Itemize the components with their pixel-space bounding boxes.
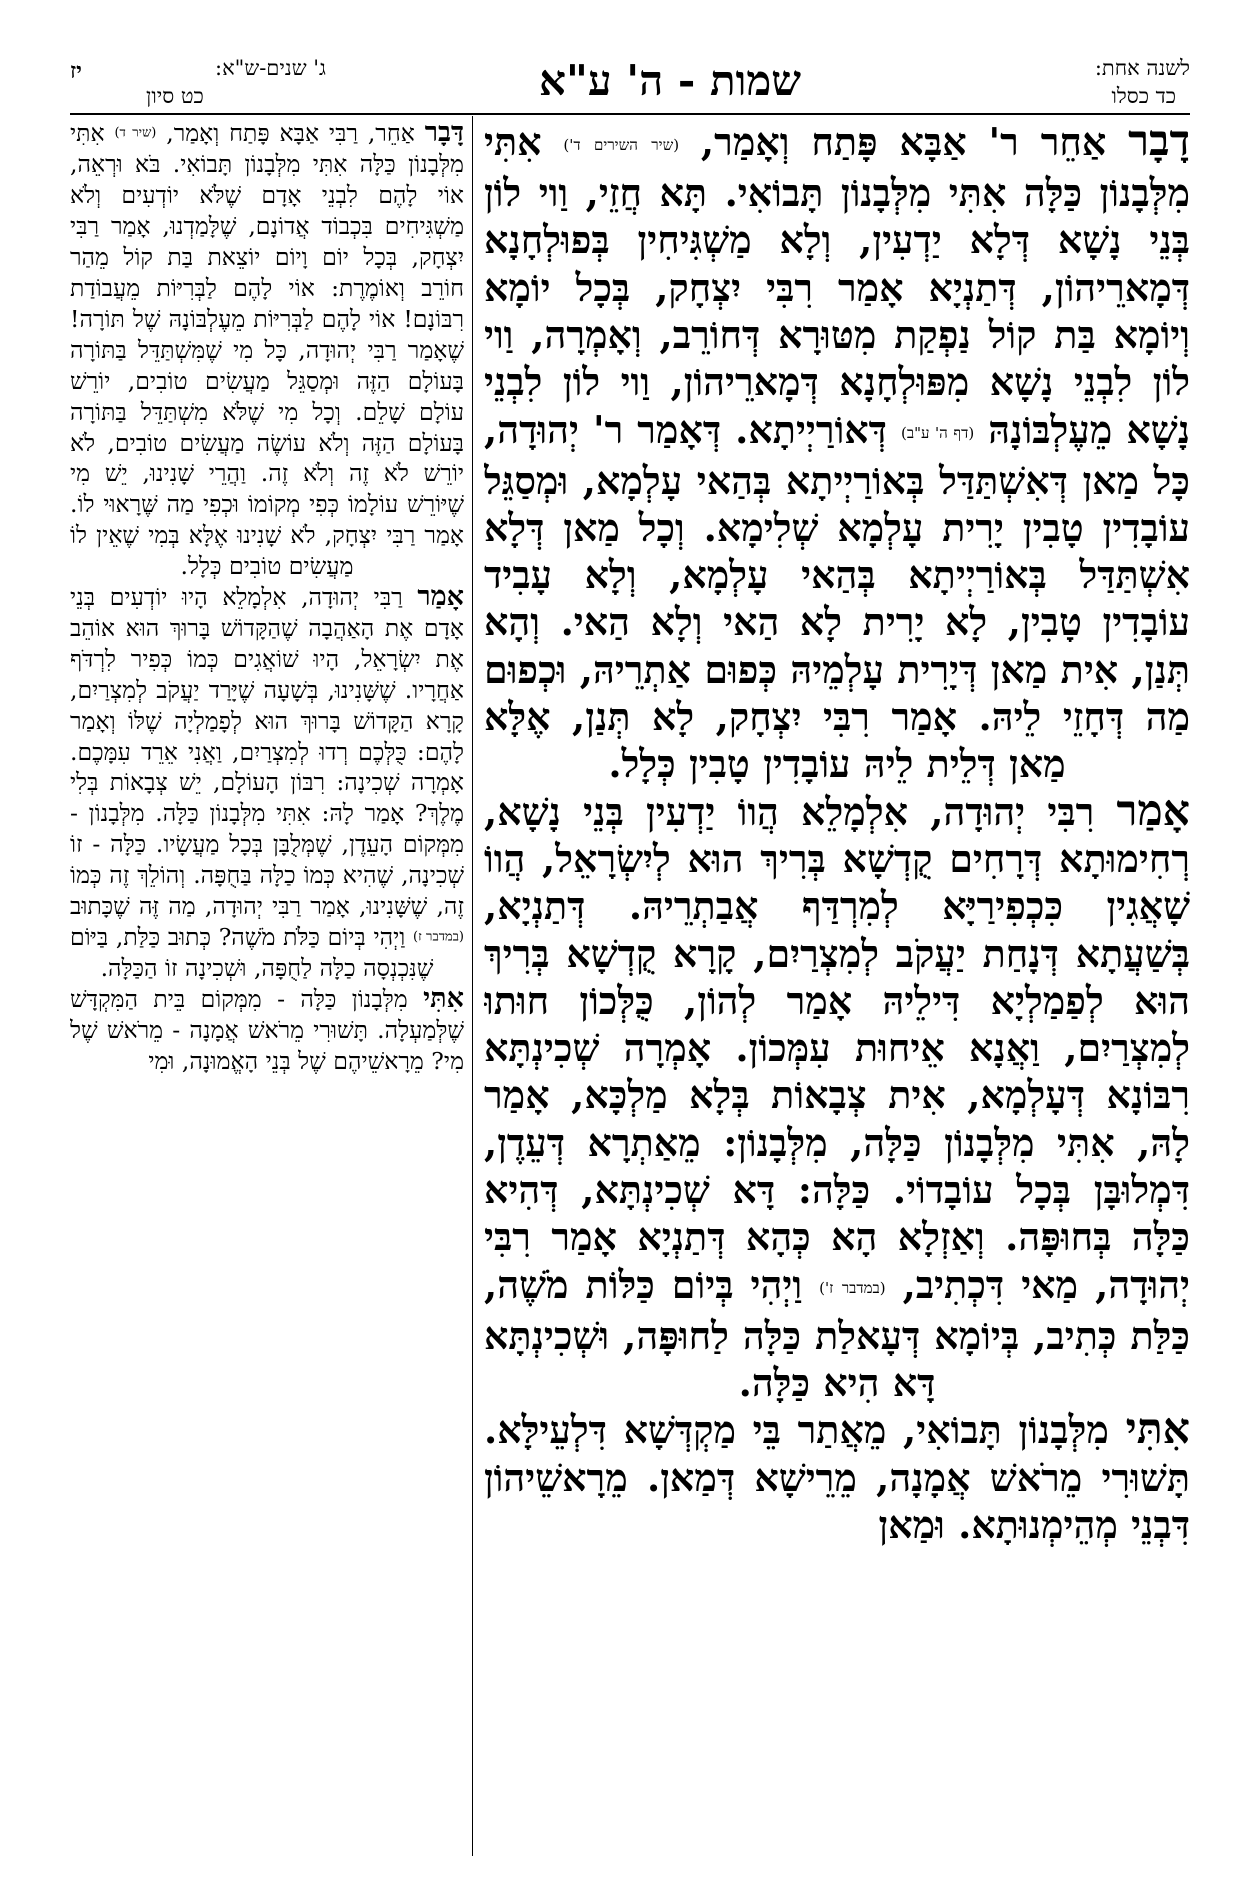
header-title: שמות - ה' ע"א	[539, 56, 801, 105]
side-paragraph-2	[70, 582, 464, 984]
header-rule	[70, 113, 1190, 115]
main-paragraph-3	[484, 1406, 1190, 1548]
main-paragraph-2	[484, 785, 1190, 1407]
header-left-block	[116, 54, 326, 110]
header-right-date: כד כסלו	[1111, 84, 1176, 108]
opening-word: דָּבָר	[424, 118, 464, 148]
verse-reference: (במדבר ז')	[819, 1278, 886, 1297]
text-run: מִלְּבָנוֹן תָּבוֹאִי, מֵאֲתַר בֵּי מַקְדְּשָׁא דִּלְעֵילָּא. תָּשׁוּרִי מֵרֹאשׁ אֲמָנָה, מֵרֵישָׁא דְּמַאן. מֵרָאשֵׁיהוֹן דִּבְנֵי מְהֵימְנוּתָא. וּמַאן	[484, 1407, 1190, 1547]
header-left-title: ג' שנים-ש"א:	[215, 56, 326, 80]
translation-column	[70, 118, 464, 1868]
text-run: דְּאוֹרַיְיתָא. דְּאָמַר ר' יְהוּדָה, כָּל מַאן דְּאִשְׁתַּדַּל בְּאוֹרַיְיתָא בְּהַאי עָלְמָא, וּמְסַגֵּל עוֹבָדִין טָבִין יָרִית עָלְמָא שְׁלִימָא. וְכָל מַאן דְּלָא אִשְׁתַּדַּל בְּאוֹרַיְיתָא בְּהַאי עָלְמָא, וְלָא עָבִיד עוֹבָדִין טָבִין, לָא יָרִית לָא הַאי וְלָא הַאי. וְהָא תְּנַן, אִית מַאן דְּיָרִית עָלְמֵיהּ כְּפוּם אַתְרֵיהּ, וּכְפוּם מַה דְּחָזֵי לֵיהּ. אָמַר רִבִּי יִצְחָק, לָא תְּנַן, אֶלָּא מַאן דְּלֵית לֵיהּ עוֹבָדִין טָבִין כְּלָל.	[484, 406, 1190, 787]
page-header	[70, 52, 1190, 112]
opening-word: אָמַר	[417, 581, 464, 613]
header-right-title: לשנה אחת:	[1094, 56, 1190, 80]
header-right-block	[1095, 54, 1190, 110]
opening-word: אִתִּי	[423, 983, 464, 1015]
header-left-date: כט סיון	[146, 84, 204, 108]
text-run: רִבִּי יְהוּדָה, אִלְמָלֵא הֲווֹ יַדְעִין בְּנֵי נָשָׁא, רְחִימוּתָא דְּרָחִים קֻדְשָׁא בְּרִיךְ הוּא לְיִשְׂרָאֵל, הֲווֹ שָׁאֲגִין כִּכְפִירַיָּא לְמִרְדַּף אֲבַתְרֵיהּ. דְּתַנְיָא, בְּשַׁעֲתָא דְּנָחַת יַעֲקֹב לְמִצְרַיִם, קָרָא קֻדְשָׁא בְּרִיךְ הוּא לְפַמַלְיָא דִּילֵיהּ אָמַר לְהוֹן, כֻּלְּכוֹן חוּתוּ לְמִצְרַיִם, וַאֲנָא אֵיחוּת עִמְּכוֹן. אָמְרָה שְׁכִינְתָּא רִבּוֹנָא דְּעָלְמָא, אִית צְבָאוֹת בְּלָא מַלְכָּא, אָמַר לָהּ, אִתִּי מִלְּבָנוֹן כַּלָּה, מִלְּבָנוֹן: מֵאַתְרָא דְּעֵדֶן, דִּמְלוּבָּן בְּכָל עוֹבָדוֹי. כַּלָּה: דָּא שְׁכִינְתָּא, דְּהִיא כַּלָּה בְּחוּפָּה. וְאַזְלָא הָא כְּהָא דְּתַנְיָא אָמַר רִבִּי יְהוּדָה, מַאי דִּכְתִיב,	[484, 788, 1190, 1307]
text-run: אַחֵר ר' אַבָּא פָּתַח וְאָמַר,	[679, 119, 1129, 164]
text-run: רַבִּי יְהוּדָה, אִלְמָלֵא הָיוּ יוֹדְעִים בְּנֵי אָדָם אֶת הָאַהֲבָה שֶׁהַקָּדוֹשׁ בָּרוּךְ הוּא אוֹהֵב אֶת יִשְׂרָאֵל, הָיוּ שׁוֹאֲגִים כְּמוֹ כְּפִיר לִרְדֹּף אַחֲרָיו. שֶׁשָּׁנִינוּ, בְּשָׁעָה שֶׁיָּרַד יַעֲקֹב לְמִצְרַיִם, קָרָא הַקָּדוֹשׁ בָּרוּךְ הוּא לְפָמַלְיָה שֶׁלּוֹ וְאָמַר לָהֶם: כֻּלְּכֶם רְדוּ לְמִצְרַיִם, וַאֲנִי אֵרֵד עִמָּכֶם. אָמְרָה שְׁכִינָה: רִבּוֹן הָעוֹלָם, יֵשׁ צְבָאוֹת בְּלִי מֶלֶךְ? אָמַר לָהּ: אִתִּי מִלְּבָנוֹן כַּלָּה. מִלְּבָנוֹן - מִמְּקוֹם הָעֵדֶן, שֶׁמְּלֻבָּן בְּכָל מַעֲשָׂיו. כַּלָּה - זוֹ שְׁכִינָה, שֶׁהִיא כְּמוֹ כַלָּה בַּחֻפָּה. וְהוֹלֵךְ זֶה כְּמוֹ זֶה, שֶׁשָּׁנִינוּ, אָמַר רַבִּי יְהוּדָה, מַה זֶּה שֶׁכָּתוּב	[70, 583, 464, 921]
side-paragraph-1	[70, 118, 464, 582]
main-text-column	[484, 118, 1190, 1868]
verse-reference: (במדבר ז)	[413, 929, 464, 945]
folio-reference: (דף ה' ע"ב)	[901, 423, 975, 442]
verse-reference: (שיר השירים ד')	[563, 135, 680, 154]
verse-reference: (שיר ד)	[114, 125, 157, 141]
main-paragraph-1	[484, 118, 1190, 788]
text-run: אִתִּי מִלְּבָנוֹן כַּלָּה אִתִּי מִלְּבָנוֹן תָּבוֹאִי. בֹּא וּרְאֵה, אוֹי לָהֶם לִבְנֵי אָדָם שֶׁלֹּא יוֹדְעִים וְלֹא מַשְׁגִּיחִים בִּכְבוֹד אֲדוֹנָם, שֶׁלָּמַדְנוּ, אָמַר רַבִּי יִצְחָק, בְּכָל יוֹם וָיוֹם יוֹצֵאת בַּת קוֹל מֵהַר חוֹרֵב וְאוֹמֶרֶת: אוֹי לָהֶם לַבְּרִיּוֹת מֵעֲבוֹדַת רִבּוֹנָם! אוֹי לָהֶם לַבְּרִיּוֹת מֵעֶלְבּוֹנָהּ שֶׁל תּוֹרָה! שֶׁאָמַר רַבִּי יְהוּדָה, כָּל מִי שֶׁמִּשְׁתַּדֵּל בַּתּוֹרָה בָּעוֹלָם הַזֶּה וּמְסַגֵּל מַעֲשִׂים טוֹבִים, יוֹרֵשׁ עוֹלָם שָׁלֵם. וְכָל מִי שֶׁלֹּא מִשְׁתַּדֵּל בַּתּוֹרָה בָּעוֹלָם הַזֶּה וְלֹא עוֹשֶׂה מַעֲשִׂים טוֹבִים, לֹא יוֹרֵשׁ לֹא זֶה וְלֹא זֶה. וַהֲרֵי שָׁנִינוּ, יֵשׁ מִי שֶׁיּוֹרֵשׁ עוֹלָמוֹ כְּפִי מְקוֹמוֹ וּכְפִי מַה שֶּׁרָאוּי לוֹ. אָמַר רַבִּי יִצְחָק, לֹא שָׁנִינוּ אֶלָּא בְּמִי שֶׁאֵין לוֹ מַעֲשִׂים טוֹבִים כְּלָל.	[70, 119, 464, 581]
text-run: אִתִּי מִלְּבָנוֹן כַּלָּה אִתִּי מִלְּבָנוֹן תָּבוֹאִי. תָּא חֲזֵי, וַוי לוֹן בְּנֵי נָשָׁא דְּלָא יַדְעִין, וְלָא מַשְׁגִּיחִין בְּפוּלְחָנָא דְּמָארֵיהוֹן, דְּתַנְיָא אָמַר רִבִּי יִצְחָק, בְּכָל יוֹמָא וְיוֹמָא בַּת קוֹל נַפְקַת מִטּוּרָא דְּחוֹרֵב, וְאָמְרָה, וַוי לוֹן לִבְנֵי נָשָׁא מִפּוּלְחָנָא דְּמָארֵיהוֹן, וַוי לוֹן לִבְנֵי נָשָׁא מֵעֶלְבּוֹנָהּ	[484, 119, 1190, 452]
text-run: וַיְהִי בְּיוֹם כַּלֹּת מֹשֶׁה? כְּתוּב כַּלַּת, בַּיּוֹם שֶׁנִּכְנְסָה כַלָּה לַחֻפָּה, וּשְׁכִינָה זוֹ הַכַּלָּה.	[70, 923, 434, 983]
text-run: מִלְּבָנוֹן כַּלָּה - מִמְּקוֹם בֵּית הַמִּקְדָּשׁ שֶׁלְּמַעְלָה. תָּשׁוּרִי מֵרֹאשׁ אֲמָנָה - מֵרֹאשׁ שֶׁל מִי? מֵרָאשֵׁיהֶם שֶׁל בְּנֵי הָאֱמוּנָה, וּמִי	[70, 985, 464, 1076]
opening-word: אִתִּי	[1125, 1404, 1190, 1455]
page-number: יז	[70, 58, 82, 84]
opening-word: דָבָר	[1128, 118, 1190, 166]
opening-word: אָמַר	[1116, 785, 1190, 836]
column-divider	[472, 116, 473, 1856]
text-run: וַיְהִי בְּיוֹם כַּלּוֹת מֹשֶׁה, כַּלַּת כְּתִיב, בְּיוֹמָא דְּעָאלַת כַּלָּה לַחוּפָּה, וּשְׁכִינְתָּא דָּא הִיא כַּלָּה.	[484, 1261, 1190, 1405]
side-paragraph-3	[70, 984, 464, 1077]
text-run: אַחֵר, רַבִּי אַבָּא פָּתַח וְאָמַר,	[156, 119, 425, 147]
